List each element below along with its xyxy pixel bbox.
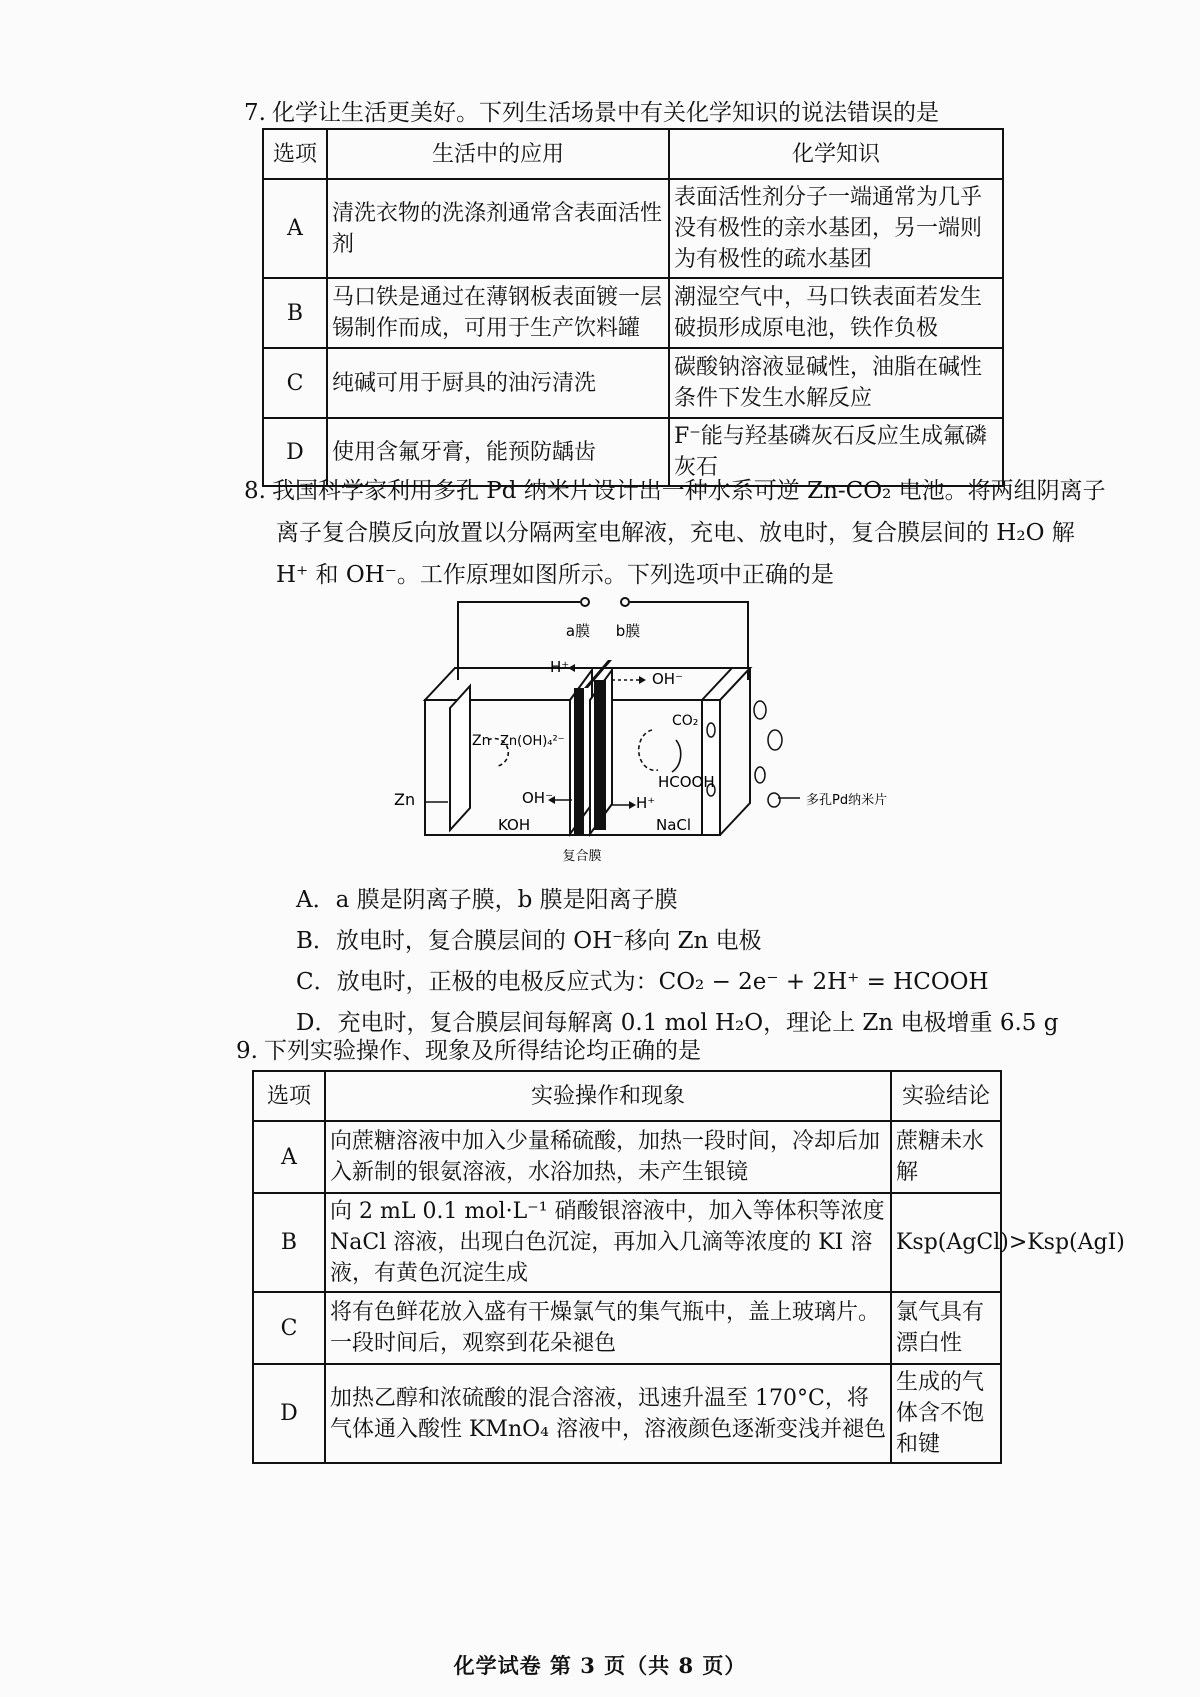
a-membrane-label: a膜 bbox=[565, 622, 591, 640]
knowledge-cell: 表面活性剂分子一端通常为几乎没有极性的亲水基团，另一端则为有极性的疏水基团 bbox=[669, 179, 1003, 278]
h-plus-top-label: H⁺ bbox=[550, 658, 570, 676]
option-label: B bbox=[253, 1193, 325, 1292]
b-membrane bbox=[594, 680, 606, 830]
conclusion-cell: 蔗糖未水解 bbox=[891, 1121, 1001, 1193]
question-7-stem: 7. 化学让生活更美好。下列生活场景中有关化学知识的说法错误的是 bbox=[244, 100, 939, 126]
header-knowledge: 化学知识 bbox=[669, 129, 1003, 179]
battery-diagram bbox=[380, 590, 920, 880]
table-row bbox=[253, 1292, 1001, 1364]
header-option: 选项 bbox=[263, 129, 327, 179]
terminal-right-icon bbox=[621, 598, 629, 606]
option-a: A．a 膜是阴离子膜，b 膜是阳离子膜 bbox=[296, 887, 678, 913]
option-label: D bbox=[263, 418, 327, 486]
zn-left-label: Zn bbox=[472, 733, 491, 749]
table-row bbox=[263, 348, 1003, 418]
zn-electrode-plate bbox=[450, 686, 470, 830]
question-9-stem: 9. 下列实验操作、现象及所得结论均正确的是 bbox=[236, 1038, 701, 1064]
option-label: B bbox=[263, 278, 327, 348]
a-membrane bbox=[574, 688, 584, 834]
operation-cell: 将有色鲜花放入盛有干燥氯气的集气瓶中，盖上玻璃片。一段时间后，观察到花朵褪色 bbox=[325, 1292, 891, 1364]
table-row bbox=[253, 1364, 1001, 1463]
h-plus-bottom-label: H⁺ bbox=[636, 794, 656, 812]
page-footer: 化学试卷 第 3 页（共 8 页） bbox=[453, 1653, 747, 1678]
table-header-row bbox=[253, 1071, 1001, 1121]
pd-sheet-label: 多孔Pd纳米片 bbox=[806, 793, 888, 808]
question-8-options bbox=[296, 880, 1058, 1044]
nacl-label: NaCl bbox=[656, 816, 692, 834]
table-row bbox=[253, 1193, 1001, 1292]
option-d: D．充电时，复合膜层间每解离 0.1 mol H₂O，理论上 Zn 电极增重 6.5 g bbox=[296, 1010, 1059, 1036]
option-label: C bbox=[263, 348, 327, 418]
knowledge-cell: 碳酸钠溶液显碱性，油脂在碱性条件下发生水解反应 bbox=[669, 348, 1003, 418]
header-application: 生活中的应用 bbox=[327, 129, 669, 179]
oh-minus-bottom-label: OH⁻ bbox=[522, 789, 554, 807]
option-label: D bbox=[253, 1364, 325, 1463]
operation-cell: 向蔗糖溶液中加入少量稀硫酸，加热一段时间，冷却后加入新制的银氨溶液，水浴加热，未产生银镜 bbox=[325, 1121, 891, 1193]
table-row bbox=[263, 278, 1003, 348]
question-7-table bbox=[262, 128, 1004, 487]
question-8-stem-line1: 8. 我国科学家利用多孔 Pd 纳米片设计出一种水系可逆 Zn-CO₂ 电池。将两组阴离子 bbox=[244, 478, 1106, 504]
application-cell: 清洗衣物的洗涤剂通常含表面活性剂 bbox=[327, 179, 669, 278]
header-operation: 实验操作和现象 bbox=[325, 1071, 891, 1121]
table-header-row bbox=[263, 129, 1003, 179]
knowledge-cell: 潮湿空气中，马口铁表面若发生破损形成原电池，铁作负极 bbox=[669, 278, 1003, 348]
operation-cell: 向 2 mL 0.1 mol·L⁻¹ 硝酸银溶液中，加入等体积等浓度 NaCl 溶液，出现白色沉淀，再加入几滴等浓度的 KI 溶液，有黄色沉淀生成 bbox=[325, 1193, 891, 1292]
option-b: B．放电时，复合膜层间的 OH⁻移向 Zn 电极 bbox=[296, 928, 762, 954]
composite-membrane-label: 复合膜 bbox=[562, 849, 602, 864]
hcooh-label: HCOOH bbox=[658, 773, 715, 791]
oh-minus-top-label: OH⁻ bbox=[652, 670, 684, 688]
table-row bbox=[263, 179, 1003, 278]
co2-cycle-arrow-icon bbox=[639, 730, 658, 770]
question-8-stem-line3: H⁺ 和 OH⁻。工作原理如图所示。下列选项中正确的是 bbox=[276, 562, 834, 588]
co2-cycle-arrow-icon-2 bbox=[672, 740, 681, 772]
application-cell: 马口铁是通过在薄钢板表面镀一层锡制作而成，可用于生产饮料罐 bbox=[327, 278, 669, 348]
option-label: A bbox=[263, 179, 327, 278]
option-label: C bbox=[253, 1292, 325, 1364]
terminal-left-icon bbox=[581, 598, 589, 606]
application-cell: 使用含氟牙膏，能预防龋齿 bbox=[327, 418, 669, 486]
table-row bbox=[253, 1121, 1001, 1193]
conclusion-cell: 氯气具有漂白性 bbox=[891, 1292, 1001, 1364]
header-option: 选项 bbox=[253, 1071, 325, 1121]
question-9-table bbox=[252, 1070, 1125, 1464]
zn-electrode-label: Zn bbox=[394, 790, 416, 809]
option-label: A bbox=[253, 1121, 325, 1193]
operation-cell: 加热乙醇和浓硫酸的混合溶液，迅速升温至 170°C，将气体通入酸性 KMnO₄ 溶液中，溶液颜色逐渐变浅并褪色 bbox=[325, 1364, 891, 1463]
composite-membrane bbox=[570, 660, 612, 834]
co2-label: CO₂ bbox=[672, 713, 699, 729]
header-conclusion: 实验结论 bbox=[891, 1071, 1001, 1121]
question-8-stem-line2: 离子复合膜反向放置以分隔两室电解液，充电、放电时，复合膜层间的 H₂O 解 bbox=[276, 520, 1075, 546]
b-membrane-label: b膜 bbox=[615, 622, 641, 640]
koh-label: KOH bbox=[498, 816, 531, 834]
knowledge-cell: F⁻能与羟基磷灰石反应生成氟磷灰石 bbox=[669, 418, 1003, 486]
conclusion-cell: Ksp(AgCl)>Ksp(AgI) bbox=[891, 1193, 1001, 1292]
zincate-label: Zn(OH)₄²⁻ bbox=[500, 734, 565, 749]
application-cell: 纯碱可用于厨具的油污清洗 bbox=[327, 348, 669, 418]
conclusion-cell: 生成的气体含不饱和键 bbox=[891, 1364, 1001, 1463]
option-c: C．放电时，正极的电极反应式为：CO₂ − 2e⁻ + 2H⁺ = HCOOH bbox=[296, 969, 989, 995]
